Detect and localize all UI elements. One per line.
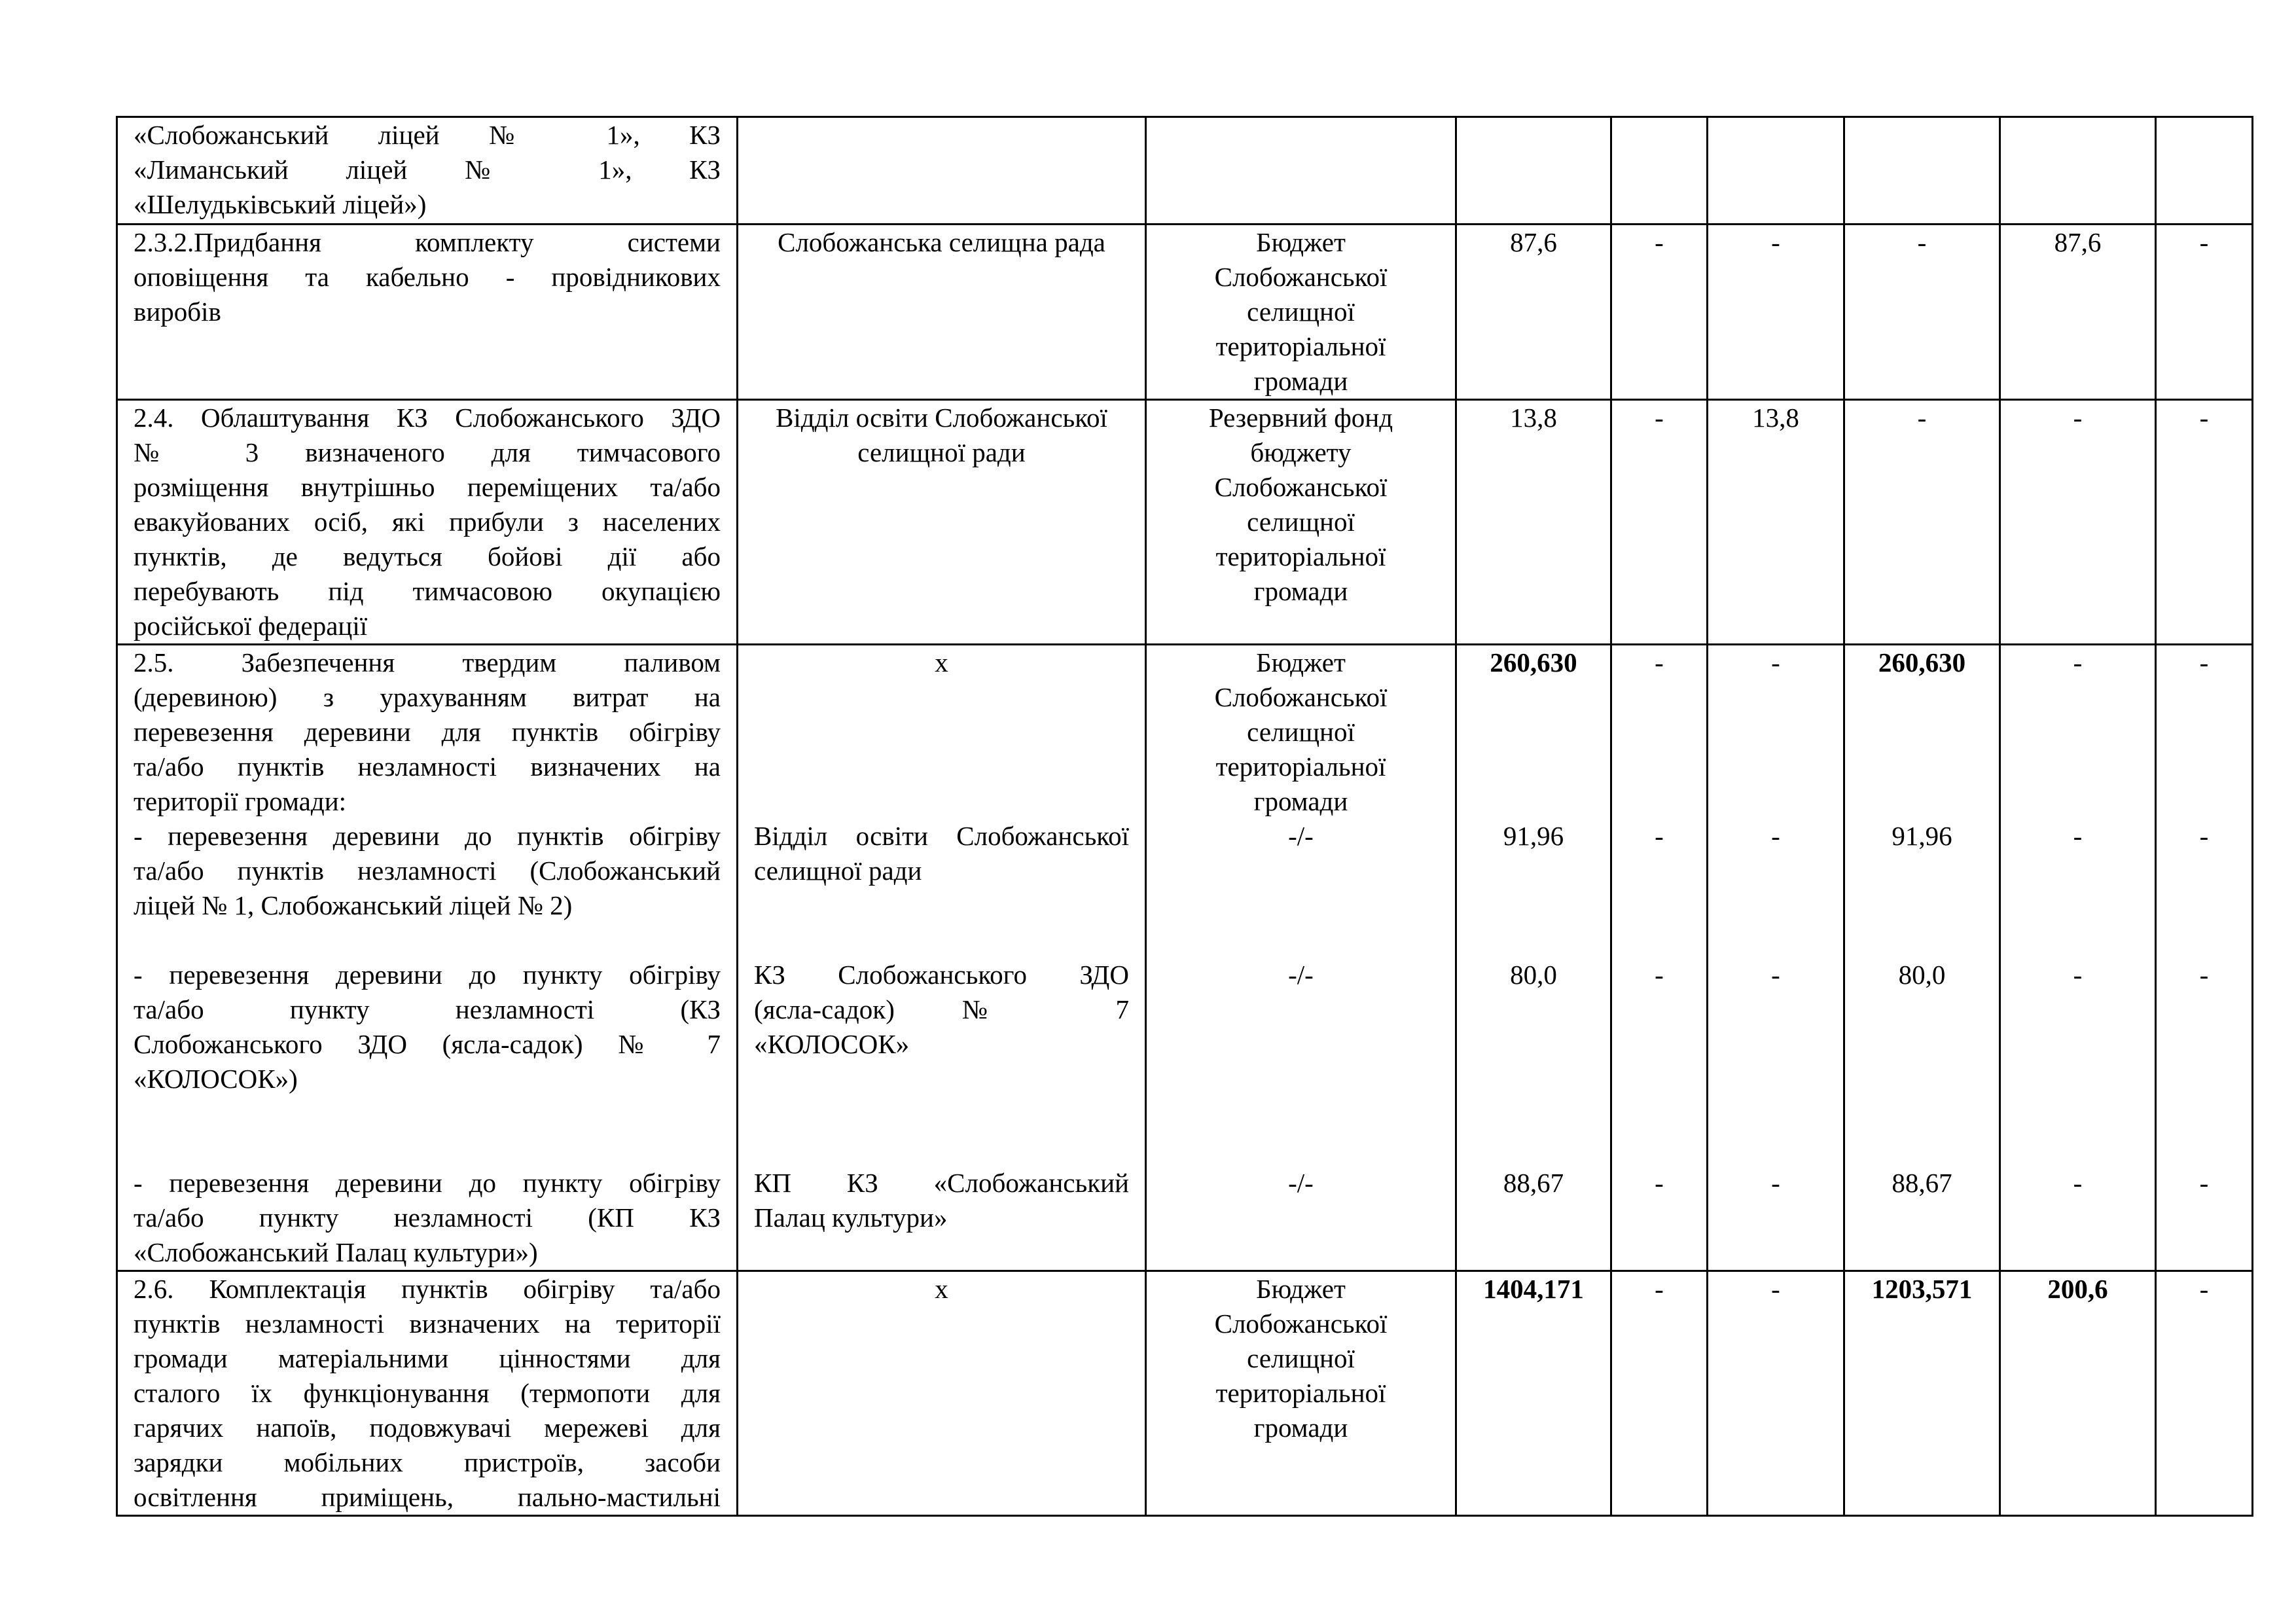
value-cell: - [2156,225,2253,400]
value-cell: - [2156,400,2253,645]
value-cell: 87,6 [2000,225,2156,400]
program-table [116,116,2253,1517]
value-cell: 1203,571 [1844,1271,2000,1516]
value-cell: 1404,171 [1456,1271,1611,1516]
executor-cell: Слобожанська селищна рада [738,225,1146,400]
source-cell [1146,117,1456,225]
table-row [117,645,2253,1271]
measure-cell: 2.4. Облаштування КЗ Слобожанського ЗДО № 3 визначеного для тимчасового розміщення внутрішньо переміщених та/або евакуйованих осіб, які прибули з населених пунктів, де ведуться бойові дії або перебувають під тимчасовою окупацією російської федерації [117,400,738,645]
value-cell: - [1611,1271,1708,1516]
value-cell: - [1611,400,1708,645]
measure-cell: 2.6. Комплектація пунктів обігріву та/або пунктів незламності визначених на території громади матеріальними цінностями для сталого їх функціонування (термопоти для гарячих напоїв, подовжувачі мережеві для зарядки мобільних пристроїв, засоби освітлення приміщень, пально-мастильні [117,1271,738,1516]
value-cell: - - - - [2000,645,2156,1271]
table-row [117,225,2253,400]
value-cell: 200,6 [2000,1271,2156,1516]
value-cell: 260,630 91,96 80,0 88,67 [1456,645,1611,1271]
value-cell: - - - - [1611,645,1708,1271]
value-cell: - [2000,400,2156,645]
source-cell: Бюджет Слобожанської селищної територіальної громади [1146,1271,1456,1516]
table-row [117,400,2253,645]
value-cell: 260,630 91,96 80,0 88,67 [1844,645,2000,1271]
value-cell [1708,117,1844,225]
value-cell: - [1708,1271,1844,1516]
source-cell: Бюджет Слобожанської селищної територіальної громади [1146,225,1456,400]
value-cell [2000,117,2156,225]
source-cell: Бюджет Слобожанської селищної територіальної громади -/- -/- -/- [1146,645,1456,1271]
table-row [117,1271,2253,1516]
executor-cell [738,117,1146,225]
value-cell: - [1844,400,2000,645]
value-cell: - [2156,1271,2253,1516]
value-cell: - - - - [1708,645,1844,1271]
value-cell: 87,6 [1456,225,1611,400]
source-cell: Резервний фонд бюджету Слобожанської селищної територіальної громади [1146,400,1456,645]
executor-cell: Відділ освіти Слобожанської селищної ради [738,400,1146,645]
measure-cell: «Слобожанський ліцей № 1», КЗ «Лиманський ліцей № 1», КЗ «Шелудьківський ліцей») [117,117,738,225]
value-cell [1844,117,2000,225]
value-cell [1611,117,1708,225]
table-row [117,117,2253,225]
measure-cell: 2.3.2.Придбання комплекту системи оповіщення та кабельно - провідникових виробів [117,225,738,400]
value-cell: - [1844,225,2000,400]
value-cell [1456,117,1611,225]
value-cell [2156,117,2253,225]
measure-cell: 2.5. Забезпечення твердим паливом (деревиною) з урахуванням витрат на перевезення деревини для пунктів обігріву та/або пунктів незламності визначених на території громади: - перевезення деревини до пунктів обігріву та/або пунктів незламності (Слобожанський ліцей № 1, Слобожанський ліцей № 2) - перевезення деревини до пункту обігріву та/або пункту незламності (КЗ Слобожанського ЗДО (ясла-садок) № 7 «КОЛОСОК») - перевезення деревини до пункту обігріву та/або пункту незламності (КП КЗ «Слобожанський Палац культури») [117,645,738,1271]
value-cell: 13,8 [1456,400,1611,645]
value-cell: - [1708,225,1844,400]
value-cell: 13,8 [1708,400,1844,645]
value-cell: - [1611,225,1708,400]
value-cell: - - - - [2156,645,2253,1271]
executor-cell: х Відділ освіти Слобожанської селищної ради КЗ Слобожанського ЗДО (ясла-садок) № 7 «КОЛОСОК» КП КЗ «Слобожанський Палац культури» [738,645,1146,1271]
executor-cell: х [738,1271,1146,1516]
